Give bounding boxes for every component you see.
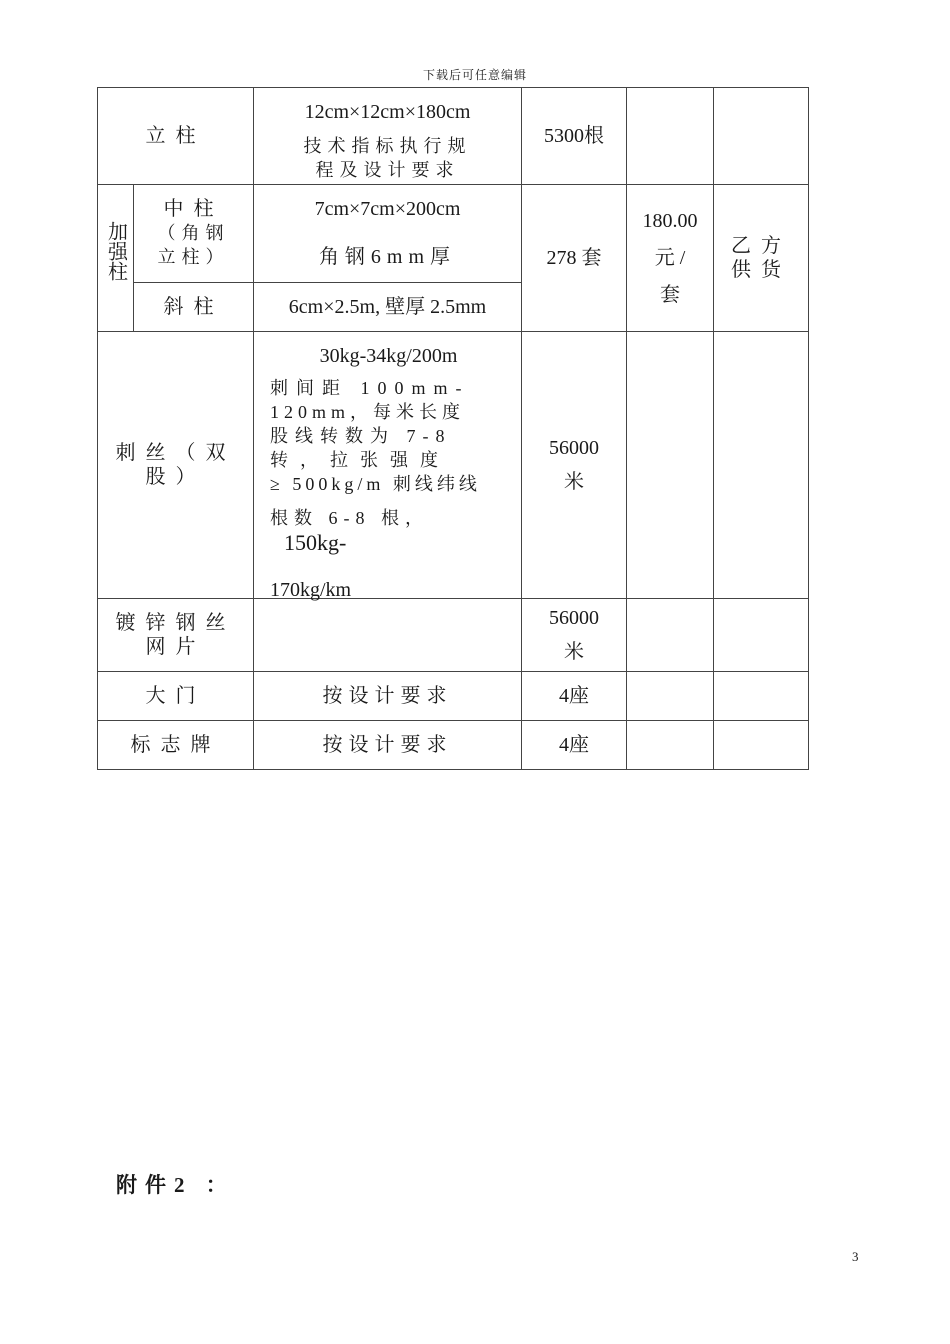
zhongzhu-label: 中柱	[163, 198, 224, 220]
biaozhipai-name-cell	[98, 721, 253, 769]
jiaqiangzhu-quantity-cell	[522, 185, 626, 331]
cisi-spec-cell	[254, 332, 521, 602]
damen-name: 大门	[145, 685, 206, 707]
price-per: 套	[660, 283, 680, 306]
cisi-quantity-value: 56000	[549, 437, 599, 459]
damen-quantity: 4座	[559, 685, 589, 707]
wangpian-name-1: 镀锌钢丝	[115, 612, 236, 634]
supply-note: 供货	[731, 259, 791, 281]
page-number: 3	[852, 1249, 859, 1264]
jiaqiangzhu-quantity: 278 套	[546, 247, 602, 269]
cisi-quantity-cell	[522, 332, 626, 598]
jiaqiangzhu-group-label: 加强柱	[104, 221, 127, 281]
lizhu-spec-note-2: 程及设计要求	[315, 160, 460, 180]
price-unit: 元 /	[654, 246, 686, 269]
cisi-spec-line: 转，拉张强度	[270, 450, 450, 470]
xiezhu-spec: 6cm×2.5m, 壁厚 2.5mm	[288, 296, 487, 318]
wangpian-quantity-unit: 米	[564, 641, 584, 663]
lizhu-spec-note-1: 技术指标执行规	[303, 136, 472, 156]
zhongzhu-spec-thickness: 角钢6mm厚	[318, 246, 457, 268]
cisi-name-2: 股）	[145, 466, 206, 488]
biaozhipai-quantity: 4座	[559, 734, 589, 756]
damen-spec: 按设计要求	[322, 685, 453, 707]
supply-party: 乙方	[731, 235, 791, 257]
table-border-bottom	[97, 769, 809, 770]
cisi-spec-weight: 30kg-34kg/200m	[319, 345, 458, 367]
cisi-spec-weight-range: 150kg-	[284, 530, 347, 555]
damen-quantity-cell	[522, 672, 626, 720]
price-amount: 180.00	[642, 209, 698, 232]
damen-name-cell	[98, 672, 253, 720]
xiezhu-name-cell	[134, 283, 253, 331]
wangpian-name-cell	[98, 599, 253, 671]
biaozhipai-quantity-cell	[522, 721, 626, 769]
cisi-quantity-unit: 米	[564, 471, 584, 493]
cisi-spec-line: 股线转数为 7-8	[270, 426, 452, 446]
lizhu-quantity-cell	[522, 88, 626, 184]
xiezhu-spec-cell	[254, 283, 521, 331]
wangpian-quantity-value: 56000	[549, 607, 599, 629]
cisi-name-1: 刺丝（双	[115, 442, 236, 464]
cisi-name-cell	[98, 332, 253, 598]
zhongzhu-sublabel-2: 立柱）	[157, 247, 230, 267]
table-border-right	[808, 87, 809, 770]
wangpian-name-2: 网片	[145, 636, 206, 658]
jiaqiangzhu-supply-cell	[714, 185, 808, 331]
cisi-spec-line: ≥ 500kg/m 刺线纬线	[270, 474, 481, 494]
xiezhu-label: 斜柱	[163, 296, 224, 318]
jiaqiangzhu-price-cell	[627, 185, 713, 331]
zhongzhu-spec-dimensions: 7cm×7cm×200cm	[314, 198, 461, 220]
biaozhipai-spec-cell	[254, 721, 521, 769]
lizhu-spec-dimensions: 12cm×12cm×180cm	[304, 101, 471, 123]
cisi-spec-line: 刺间距 100mm-	[270, 378, 470, 398]
cisi-spec-line: 120mm，每米长度	[270, 402, 466, 422]
damen-spec-cell	[254, 672, 521, 720]
cisi-spec-count: 根数 6-8 根，	[270, 508, 429, 528]
cisi-spec-line-7	[270, 506, 507, 556]
zhongzhu-spec-cell	[254, 185, 521, 282]
wangpian-quantity-cell	[522, 599, 626, 671]
lizhu-name: 立柱	[145, 125, 206, 147]
attachment-heading: 附件2 ：	[116, 1173, 235, 1197]
lizhu-name-cell	[98, 88, 253, 184]
lizhu-quantity: 5300根	[544, 125, 604, 147]
biaozhipai-name: 标志牌	[130, 734, 221, 756]
zhongzhu-sublabel-1: （角钢	[157, 223, 230, 243]
zhongzhu-name-cell	[134, 185, 253, 282]
cisi-spec-weight-range-end: 170kg/km	[270, 579, 352, 602]
jiaqiangzhu-group-cell	[98, 185, 133, 331]
lizhu-spec-cell	[254, 88, 521, 184]
page-header: 下载后可任意编辑	[422, 68, 527, 82]
biaozhipai-spec: 按设计要求	[322, 734, 453, 756]
